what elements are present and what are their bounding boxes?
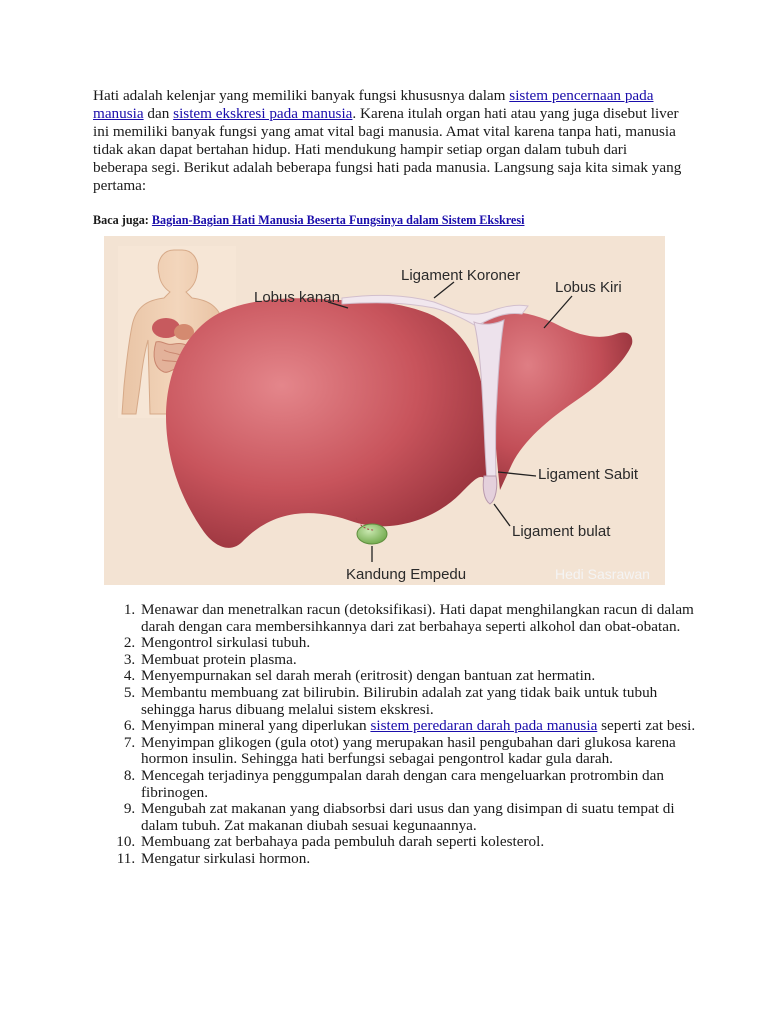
link-sistem-ekskresi[interactable]: sistem ekskresi pada manusia [173, 105, 353, 122]
list-item: 9. Mengubah zat makanan yang diabsorbsi dari usus dan yang disimpan di suatu tempat di dalam tubuh. Zat makanan diubah sesuai kegunaannya. [139, 801, 714, 834]
list-item: 11. Mengatur sirkulasi hormon. [139, 851, 714, 868]
list-item: 7. Menyimpan glikogen (gula otot) yang merupakan hasil pengubahan dari glukosa karena hormon insulin. Sehingga hati berfungsi sebagai pengontrol kadar gula darah. [139, 735, 714, 768]
label-kandung-empedu: Kandung Empedu [346, 566, 467, 583]
baca-juga-label: Baca juga: [93, 213, 152, 227]
list-item: 3. Membuat protein plasma. [139, 652, 714, 669]
kandung-empedu-shape [357, 524, 387, 544]
list-item: 5. Membantu membuang zat bilirubin. Bilirubin adalah zat yang tidak baik untuk tubuh sehingga harus dibuang melalui sistem ekskresi. [139, 685, 714, 718]
label-ligament-sabit: Ligament Sabit [538, 466, 639, 483]
functions-list [110, 602, 714, 868]
link-sistem-peredaran-darah[interactable]: sistem peredaran darah pada manusia [370, 717, 598, 735]
intro-text-1: Hati adalah kelenjar yang memiliki banyak fungsi khususnya dalam [93, 87, 510, 104]
label-lobus-kiri: Lobus Kiri [555, 279, 622, 296]
liver-diagram [104, 236, 665, 585]
baca-juga [93, 213, 683, 228]
intro-paragraph [93, 87, 683, 195]
label-lobus-kanan: Lobus kanan [254, 289, 340, 306]
article-body [93, 87, 683, 228]
list-item: 10. Membuang zat berbahaya pada pembuluh darah seperti kolesterol. [139, 834, 714, 851]
list-item [139, 718, 714, 735]
label-ligament-bulat: Ligament bulat [512, 523, 611, 540]
list-item-text: seperti zat besi. [597, 717, 696, 735]
list-item: 2. Mengontrol sirkulasi tubuh. [139, 635, 714, 652]
list-item: 8. Mencegah terjadinya penggumpalan darah dengan cara mengeluarkan protrombin dan fibrinogen. [139, 768, 714, 801]
label-ligament-koroner: Ligament Koroner [401, 267, 521, 284]
list-item: 1. Menawar dan menetralkan racun (detoksifikasi). Hati dapat menghilangkan racun di dalam darah dengan cara membersihkannya dari zat berbahaya seperti alkohol dan obat-obatan. [139, 602, 714, 635]
link-bagian-hati[interactable]: Bagian-Bagian Hati Manusia Beserta Fungsinya dalam Sistem Ekskresi [151, 213, 525, 227]
watermark: Hedi Sasrawan [555, 566, 650, 582]
intro-text-3: . Karena itulah organ hati atau yang juga disebut liver ini memiliki banyak fungsi yang amat vital bagi manusia. Amat vital karena tanpa hati, manusia tidak akan dapat bertahan hidup. Hati mendukung hampir setiap organ dalam tubuh dari beberapa segi. Berikut adalah beberapa fungsi hati pada manusia. Langsung saja kita simak yang pertama: [93, 105, 682, 194]
list-item-text: Menyimpan mineral yang diperlukan [141, 717, 371, 735]
list-item: 4. Menyempurnakan sel darah merah (eritrosit) dengan bantuan zat hermatin. [139, 668, 714, 685]
link-sistem-pencernaan[interactable]: sistem pencernaan pada manusia [93, 87, 654, 122]
intro-text-2: dan [143, 105, 174, 122]
